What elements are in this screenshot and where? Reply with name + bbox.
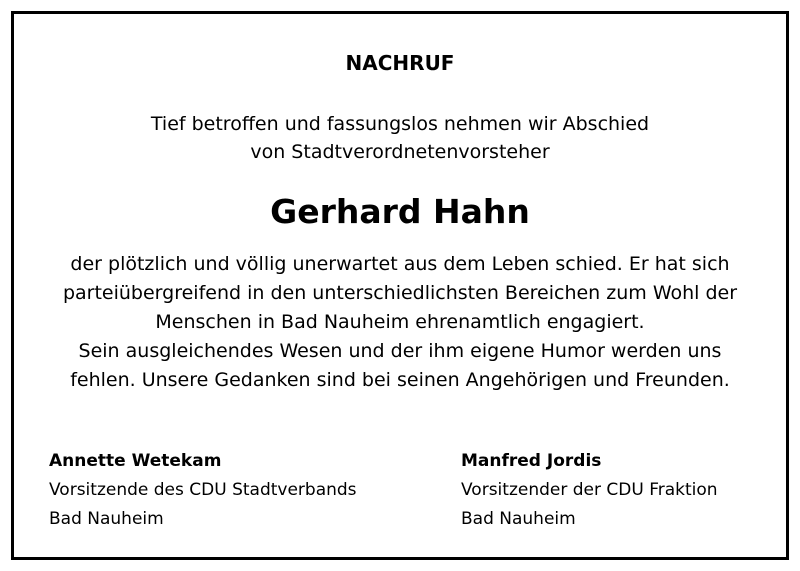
signatory-right-place: Bad Nauheim [461, 509, 576, 529]
signatory-left-role: Vorsitzende des CDU Stadtverbands [49, 480, 357, 500]
signatory-right-name: Manfred Jordis [461, 451, 602, 471]
body-line-1: der plötzlich und völlig unerwartet aus dem Leben schied. Er hat sich [70, 253, 730, 275]
intro-line-1: Tief betroffen und fassungslos nehmen wir Abschied [150, 113, 650, 135]
deceased-name: Gerhard Hahn [270, 192, 530, 231]
signatory-left [49, 447, 357, 534]
body-line-2: parteiübergreifend in den unterschiedlichsten Bereichen zum Wohl der [62, 282, 738, 304]
signatory-left-place: Bad Nauheim [49, 509, 164, 529]
obituary-heading: NACHRUF [345, 51, 455, 75]
intro-text [0, 110, 800, 166]
signatory-right-role: Vorsitzender der CDU Fraktion [461, 480, 718, 500]
signatory-left-name: Annette Wetekam [49, 451, 222, 471]
body-line-5: fehlen. Unsere Gedanken sind bei seinen Angehörigen und Freunden. [70, 369, 730, 391]
body-line-4: Sein ausgleichendes Wesen und der ihm eigene Humor werden uns [78, 340, 722, 362]
intro-line-2: von Stadtverordnetenvorsteher [250, 141, 550, 163]
body-line-3: Menschen in Bad Nauheim ehrenamtlich engagiert. [155, 311, 645, 333]
signatory-right [461, 447, 718, 534]
obituary-body [0, 250, 800, 395]
